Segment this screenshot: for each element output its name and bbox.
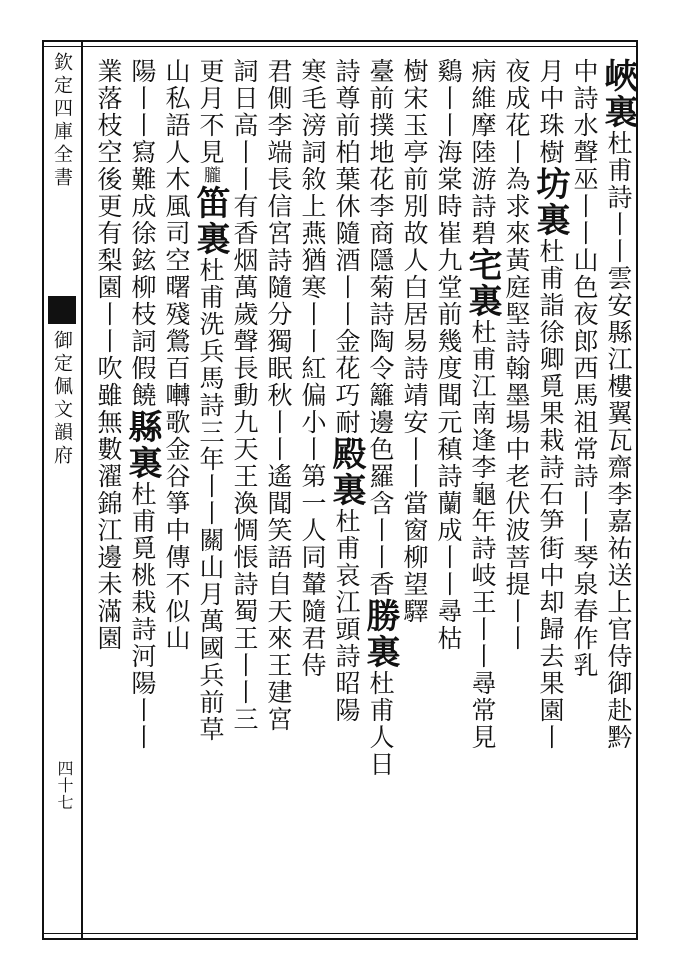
- margin-rule: [81, 40, 83, 940]
- entry-heading: 峽: [598, 58, 638, 94]
- text-column: [156, 58, 196, 652]
- column-text: 業落枝空後更有梨園丨丨吹: [94, 58, 123, 382]
- column-text: 詩尊前柏葉休隨酒丨丨金花巧耐: [332, 58, 361, 436]
- entry-heading: 殿: [326, 436, 366, 472]
- entry-heading: 笛: [190, 185, 230, 221]
- column-text: 樹宋玉亭前別故人白居易詩靖安丨丨當窗柳望驛: [400, 58, 429, 625]
- column-text: 君側李端長信宮詩隨分獨眠秋丨丨遙聞笑語自天來王建宮: [264, 58, 293, 733]
- text-column: [394, 58, 434, 625]
- entry-heading: 裏: [462, 283, 502, 319]
- column-text: 杜甫哀江頭詩昭陽: [332, 508, 361, 724]
- entry-heading: 坊: [530, 166, 570, 202]
- column-text: 朧: [200, 166, 220, 185]
- text-column: [564, 58, 604, 679]
- entry-heading: 裏: [326, 472, 366, 508]
- text-column: [190, 58, 230, 743]
- text-column: [292, 58, 332, 679]
- entry-heading: 裏: [190, 221, 230, 257]
- text-column: [598, 58, 638, 751]
- text-column: [88, 58, 128, 652]
- column-text: 杜甫詩丨丨雲安縣江樓翼瓦齋李嘉祐送上官侍御赴黔: [604, 130, 633, 751]
- spine-title: 欽定四庫全書: [51, 52, 73, 190]
- column-text: 中詩水聲巫丨丨山色夜郎西馬祖常詩丨丨琴泉春作乳: [570, 58, 599, 679]
- column-text: 杜甫詣徐卿覓果栽詩石笋街中却歸去果園丨: [536, 238, 565, 751]
- frame-inner-bottom-rule: [42, 933, 638, 934]
- column-text: 夜成花: [502, 58, 531, 139]
- text-column: [428, 58, 468, 652]
- text-column: [462, 58, 502, 751]
- column-text: 杜甫洗兵馬詩三年丨丨關山月萬國兵前草: [196, 257, 225, 743]
- column-text: 鷄丨丨海棠時: [434, 58, 463, 220]
- text-column: [360, 58, 400, 778]
- column-text: 杜甫覓桃栽詩河陽丨丨: [128, 481, 157, 751]
- spine-book-title: 御定佩文韻府: [51, 330, 73, 468]
- entry-heading: 裏: [122, 445, 162, 481]
- column-text: 更月不見: [196, 58, 225, 166]
- column-text: 陽丨丨寫難成徐鉉柳枝詞假饒: [128, 58, 157, 409]
- column-text: 丨為求來黃庭堅詩翰墨場中老伏波菩提丨丨: [502, 139, 531, 652]
- text-column: [122, 58, 162, 751]
- column-text: 詞日高丨丨有香烟萬歲聲長動九天王渙惆悵詩蜀王丨丨三: [230, 58, 259, 733]
- entry-heading: 勝: [360, 598, 400, 634]
- entry-heading: 縣: [122, 409, 162, 445]
- column-text: 杜甫江南逢李龜年詩岐王丨丨尋常見: [468, 319, 497, 751]
- column-text: 崔九堂前幾度聞元稹詩蘭成丨丨尋枯: [434, 220, 463, 652]
- column-text: 山私語人: [162, 58, 191, 166]
- fish-tail-mark: [48, 296, 76, 324]
- entry-heading: 裏: [530, 202, 570, 238]
- text-column: [224, 58, 264, 733]
- entry-heading: 宅: [462, 247, 502, 283]
- column-text: 雖無數濯錦江邊未滿園: [94, 382, 123, 652]
- text-column: [258, 58, 298, 733]
- column-text: 寒毛滂詞敘上燕猶寒丨丨紅偏小: [298, 58, 327, 436]
- column-text: 月中珠樹: [536, 58, 565, 166]
- column-text: 木風司空曙殘鶯百囀歌金谷箏中傳不似山: [162, 166, 191, 652]
- text-column: [530, 58, 570, 751]
- frame-inner-top-rule: [42, 46, 638, 47]
- text-column: [326, 58, 366, 724]
- page-number: 四十七: [55, 760, 74, 811]
- column-text: 杜甫人日: [366, 670, 395, 778]
- column-text: 臺前撲地花李商隱菊詩陶令籬邊色羅含丨丨香: [366, 58, 395, 598]
- entry-heading: 裏: [598, 94, 638, 130]
- column-text: 丨第一人同輦隨君侍: [298, 436, 327, 679]
- entry-heading: 裏: [360, 634, 400, 670]
- column-text: 病維摩陸游詩碧: [468, 58, 497, 247]
- text-column: [496, 58, 536, 652]
